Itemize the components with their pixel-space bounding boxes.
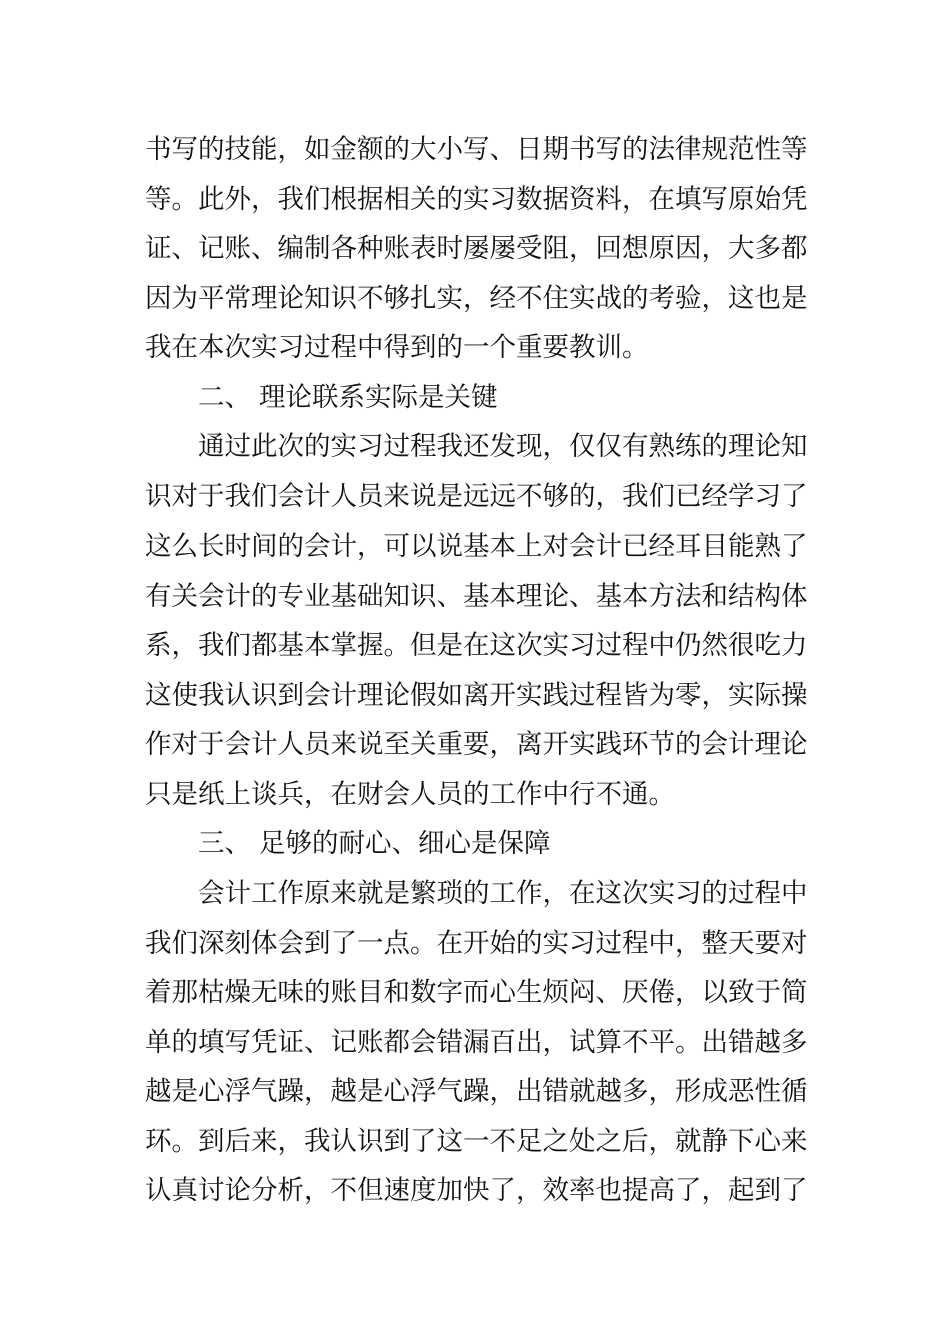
body-line: 越是心浮气躁，越是心浮气躁，出错就越多，形成恶性循 — [145, 1076, 808, 1107]
body-line: 书写的技能，如金额的大小写、日期书写的法律规范性等 — [145, 134, 808, 165]
section-title: 足够的耐心、细心是保障 — [259, 828, 551, 859]
body-line: 等。此外，我们根据相关的实习数据资料，在填写原始凭 — [145, 184, 808, 215]
body-line: 系，我们都基本掌握。但是在这次实习过程中仍然很吃力 — [145, 630, 808, 661]
paragraph-first-line: 通过此次的实习过程我还发现，仅仅有熟练的理论知 — [198, 431, 808, 462]
body-line: 环。到后来，我认识到了这一不足之处之后，就静下心来 — [145, 1126, 808, 1157]
paragraph-first-line: 会计工作原来就是繁琐的工作，在这次实习的过程中 — [198, 878, 808, 909]
body-line: 认真讨论分析，不但速度加快了，效率也提高了，起到了 — [145, 1175, 808, 1206]
body-line: 识对于我们会计人员来说是远远不够的，我们已经学习了 — [145, 481, 808, 512]
body-line: 作对于会计人员来说至关重要，离开实践环节的会计理论 — [145, 729, 808, 760]
body-line: 我在本次实习过程中得到的一个重要教训。 — [145, 332, 649, 363]
body-line: 我们深刻体会到了一点。在开始的实习过程中，整天要对 — [145, 928, 808, 959]
body-line: 这使我认识到会计理论假如离开实践过程皆为零，实际操 — [145, 680, 808, 711]
body-line: 这么长时间的会计，可以说基本上对会计已经耳目能熟了 — [145, 531, 808, 562]
section-title: 理论联系实际是关键 — [259, 382, 498, 413]
section-number: 三、 — [198, 828, 251, 859]
body-line: 证、记账、编制各种账表时屡屡受阻，回想原因，大多都 — [145, 233, 808, 264]
body-line: 因为平常理论知识不够扎实，经不住实战的考验，这也是 — [145, 283, 808, 314]
body-line: 着那枯燥无味的账目和数字而心生烦闷、厌倦，以致于简 — [145, 977, 808, 1008]
section-number: 二、 — [198, 382, 251, 413]
body-line: 只是纸上谈兵，在财会人员的工作中行不通。 — [145, 779, 675, 810]
body-line: 单的填写凭证、记账都会错漏百出，试算不平。出错越多 — [145, 1027, 808, 1058]
body-line: 有关会计的专业基础知识、基本理论、基本方法和结构体 — [145, 581, 808, 612]
